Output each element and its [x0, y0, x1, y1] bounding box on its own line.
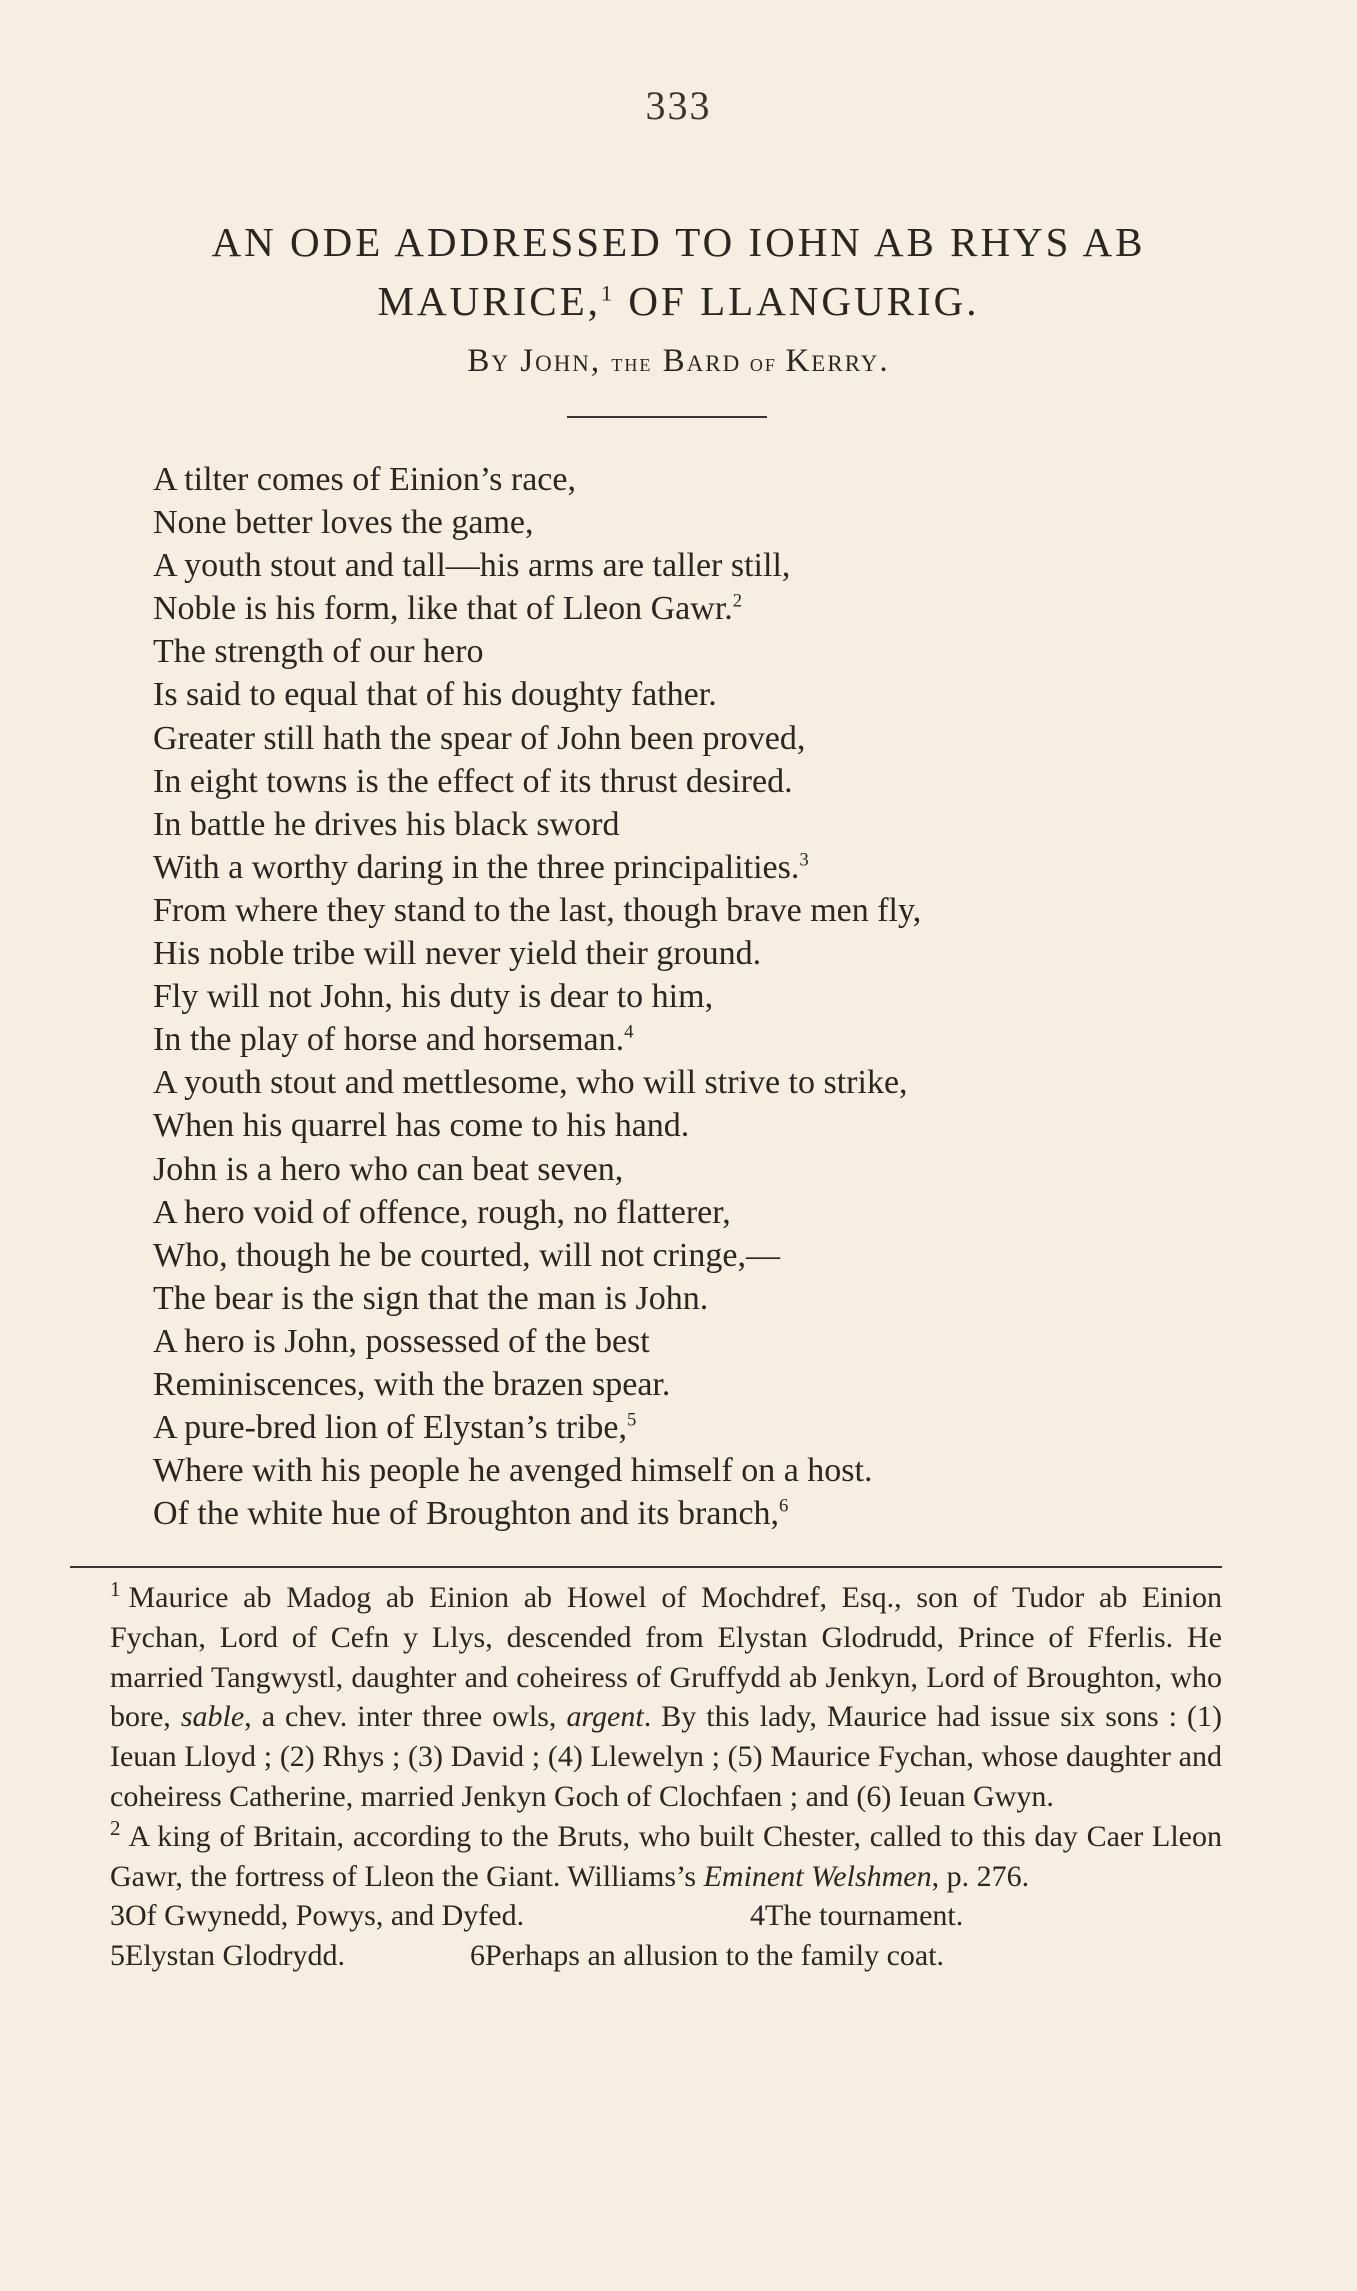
footnote-1 — [70, 1578, 1222, 1817]
page-number: 333 — [645, 83, 712, 128]
poem-line-text: A hero void of offence, rough, no flatterer, — [153, 1193, 731, 1231]
byline-of: of — [741, 347, 786, 377]
poem-line-text: Of the white hue of Broughton and its branch, — [153, 1495, 780, 1533]
footnote-4 — [750, 1896, 1222, 1936]
footnote-text: , p. 276. — [931, 1859, 1030, 1893]
poem-line-text: A pure-bred lion of Elystan’s tribe, — [153, 1409, 628, 1447]
poem-line — [153, 975, 1293, 1018]
footnote-italic: argent — [566, 1700, 644, 1734]
poem-line — [153, 630, 1293, 673]
poem-line-text: None better loves the game, — [153, 504, 534, 542]
footnote-text: Maurice ab Madog ab Einion ab Howel of Mochdref, Esq., son of Tudor ab Einion Fychan, Lord of Cefn y Llys, descended from Elystan Glodrudd, Prince of Fferlis. He married Tangwystl, daughter and coheiress of Gruffydd ab Jenkyn, Lord of Broughton, who bore, — [110, 1581, 1222, 1734]
poem-line-text: In the play of horse and horseman. — [153, 1021, 625, 1059]
footnote-row-3-4 — [70, 1896, 1222, 1936]
poem-line — [153, 1148, 1293, 1191]
poem-line-text: The strength of our hero — [153, 633, 484, 671]
byline — [0, 343, 1357, 380]
poem-line — [153, 717, 1293, 760]
poem-line-text: In battle he drives his black sword — [153, 805, 620, 843]
footnote-ref: 3 — [799, 849, 809, 871]
byline-space — [652, 343, 662, 379]
footnote-number: 6 — [470, 1939, 485, 1973]
footnote-text: . By this lady, Maurice had issue six sons : (1) Ieuan Lloyd ; (2) Rhys ; (3) David ; (4) Llewelyn ; (5) Maurice Fychan, whose daughter and coheiress Catherine, married Jenkyn Goch of Clochfaen ; and (6) Ieuan Gwyn. — [110, 1700, 1222, 1813]
poem-line — [153, 760, 1293, 803]
footnote-3 — [70, 1896, 750, 1936]
footnote-divider — [70, 1566, 1222, 1568]
footnotes — [70, 1578, 1222, 1976]
footnote-number: 1 — [110, 1577, 121, 1601]
footnote-row-5-6 — [70, 1936, 1222, 1976]
footnote-5 — [70, 1936, 470, 1976]
poem-line — [153, 1363, 1293, 1406]
poem-line-text: A youth stout and tall—his arms are taller still, — [153, 547, 791, 585]
poem-line — [153, 1018, 1293, 1061]
title-line-1: AN ODE ADDRESSED TO IOHN AB RHYS AB — [211, 219, 1146, 265]
footnote-ref-1: 1 — [600, 280, 616, 306]
poem-line — [153, 846, 1293, 889]
poem-line-text: John is a hero who can beat seven, — [153, 1150, 624, 1188]
poem-line-text: His noble tribe will never yield their ground. — [153, 935, 762, 973]
poem-line — [153, 889, 1293, 932]
byline-the: the — [611, 347, 653, 377]
poem-line — [153, 803, 1293, 846]
byline-bard: Bard — [662, 343, 742, 379]
poem-line — [153, 1492, 1293, 1535]
title-place: OF LLANGURIG. — [615, 278, 980, 324]
footnote-ref: 5 — [627, 1409, 637, 1431]
title-name: MAURICE, — [377, 278, 601, 324]
poem-line — [153, 458, 1293, 501]
poem-line — [153, 1191, 1293, 1234]
poem-line — [153, 587, 1293, 630]
footnote-number: 5 — [110, 1939, 125, 1973]
poem-line-text: Reminiscences, with the brazen spear. — [153, 1365, 671, 1403]
poem-line-text: Fly will not John, his duty is dear to him, — [153, 978, 714, 1016]
footnote-text: Of Gwynedd, Powys, and Dyfed. — [125, 1899, 525, 1933]
poem-line — [153, 1449, 1293, 1492]
footnote-ref: 2 — [732, 590, 743, 612]
byline-end: . — [879, 343, 890, 379]
footnote-text: Elystan Glodrydd. — [125, 1939, 345, 1973]
poem-line-text: With a worthy daring in the three principalities. — [153, 848, 800, 886]
byline-place: Kerry — [785, 343, 880, 379]
poem-line-text: Where with his people he avenged himself on a host. — [153, 1452, 873, 1490]
footnote-number: 2 — [110, 1815, 121, 1840]
footnote-ref: 6 — [779, 1495, 789, 1517]
poem-line-text: Noble is his form, like that of Lleon Gawr. — [153, 590, 733, 628]
poem-line-text: When his quarrel has come to his hand. — [153, 1107, 690, 1145]
poem-line-text: The bear is the sign that the man is John. — [153, 1279, 709, 1317]
footnote-italic: Eminent Welshmen — [703, 1859, 932, 1893]
byline-name: John — [520, 343, 591, 379]
poem-line-text: In eight towns is the effect of its thrust desired. — [153, 762, 793, 800]
poem-line — [153, 1104, 1293, 1147]
footnote-text: The tournament. — [765, 1899, 964, 1933]
footnote-text: Perhaps an allusion to the family coat. — [485, 1939, 945, 1973]
poem-line — [153, 1061, 1293, 1104]
footnote-number: 3 — [110, 1899, 125, 1933]
footnote-ref: 4 — [624, 1021, 634, 1043]
footnote-6 — [470, 1936, 1222, 1976]
poem-line-text: A hero is John, possessed of the best — [153, 1322, 650, 1360]
footnote-italic: sable — [180, 1700, 245, 1734]
title-divider — [567, 416, 767, 418]
poem-line-text: A youth stout and mettlesome, who will strive to strike, — [153, 1064, 908, 1102]
footnote-2 — [70, 1817, 1222, 1897]
poem-line — [153, 1320, 1293, 1363]
poem-line-text: Greater still hath the spear of John been proved, — [153, 719, 806, 757]
footnote-number: 4 — [750, 1899, 765, 1933]
poem-line — [153, 1277, 1293, 1320]
title-line-2 — [0, 277, 1357, 325]
poem-line-text: From where they stand to the last, though brave men fly, — [153, 891, 922, 929]
poem-line — [153, 544, 1293, 587]
poem-line-text: A tilter comes of Einion’s race, — [153, 461, 576, 498]
footnote-text: A king of Britain, according to the Bruts, who built Chester, called to this day Caer Lleon Gawr, the fortress of Lleon the Giant. Williams’s — [110, 1819, 1222, 1893]
poem-line — [153, 673, 1293, 716]
poem-line-text: Is said to equal that of his doughty father. — [153, 676, 717, 714]
poem-line — [153, 932, 1293, 975]
poem-line-text: Who, though he be courted, will not cringe,— — [153, 1236, 780, 1274]
poem — [153, 458, 1293, 1535]
poem-line — [153, 1234, 1293, 1277]
footnote-text: , a chev. inter three owls, — [244, 1700, 567, 1734]
poem-line — [153, 501, 1293, 544]
poem-line — [153, 1406, 1293, 1449]
byline-by: By — [467, 343, 521, 379]
byline-sep: , — [590, 343, 612, 379]
